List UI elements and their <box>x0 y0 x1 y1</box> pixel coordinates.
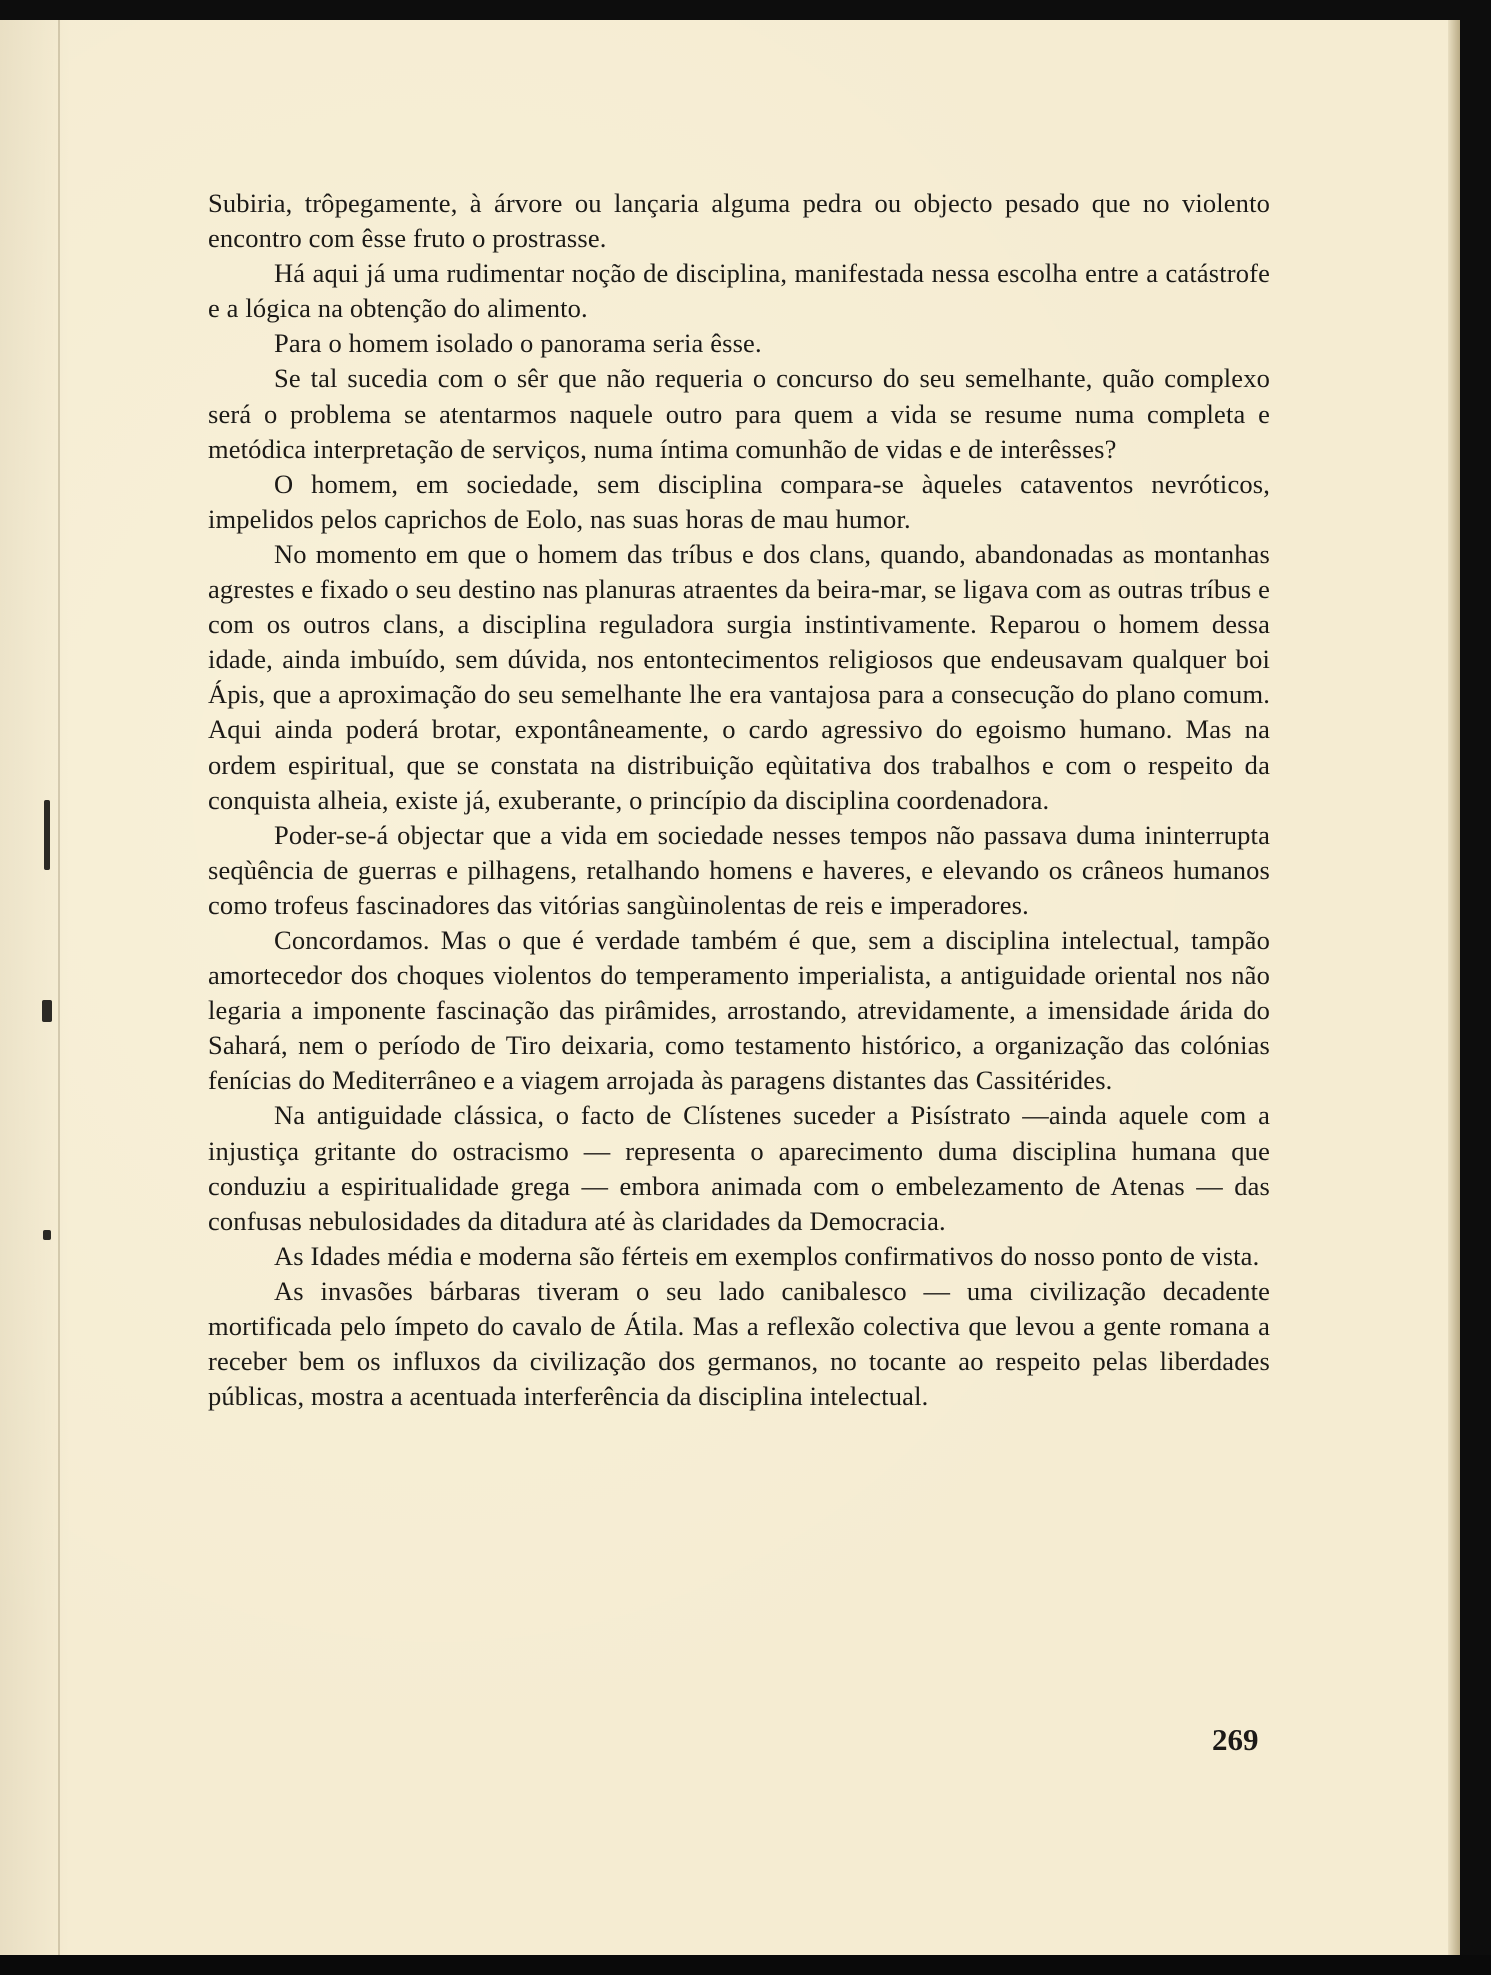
body-text <box>208 186 1270 1414</box>
page-edge <box>1448 20 1460 1960</box>
paragraph: Subiria, trôpegamente, à árvore ou lançaria alguma pedra ou objecto pesado que no violento encontro com êsse fruto o prostrasse. <box>208 188 1270 254</box>
paragraph: No momento em que o homem das tríbus e dos clans, quando, abandonadas as montanhas agrestes e fixado o seu destino nas planuras atraentes da beira-mar, se ligava com as outras tríbus e com os outros clans, a disciplina reguladora surgia instintivamente. Reparou o homem dessa idade, ainda imbuído, sem dúvida, nos entontecimentos religiosos que endeusavam qualquer boi Ápis, que a aproximação do seu semelhante lhe era vantajosa para a consecução do plano comum. Aqui ainda poderá brotar, expontâneamente, o cardo agressivo do egoismo humano. Mas na ordem espiritual, que se constata na distribuição eqùitativa dos trabalhos e com o respeito da conquista alheia, existe já, exuberante, o princípio da disciplina coordenadora. <box>208 538 1270 815</box>
scan-background <box>0 1955 1491 1975</box>
paragraph: Há aqui já uma rudimentar noção de disciplina, manifestada nessa escolha entre a catástrofe e a lógica na obtenção do alimento. <box>208 258 1270 324</box>
binding-gutter <box>58 20 60 1960</box>
binding-stitch-mark <box>42 1000 52 1022</box>
page-number: 269 <box>1212 1722 1259 1757</box>
paragraph: Se tal sucedia com o sêr que não requeria o concurso do seu semelhante, quão complexo será o problema se atentarmos naquele outro para quem a vida se resume numa completa e metódica interpretação de serviços, numa íntima comunhão de vidas e de interêsses? <box>208 363 1270 464</box>
paragraph: As invasões bárbaras tiveram o seu lado canibalesco — uma civilização decadente mortificada pelo ímpeto do cavalo de Átila. Mas a reflexão colectiva que levou a gente romana a receber bem os influxos da civilização dos germanos, no tocante ao respeito pelas liberdades públicas, mostra a acentuada interferência da disciplina intelectual. <box>208 1275 1270 1412</box>
binding-stitch-mark <box>44 800 50 870</box>
paragraph: As Idades média e moderna são férteis em exemplos confirmativos do nosso ponto de vista. <box>274 1240 1260 1271</box>
paragraph: Na antiguidade clássica, o facto de Clístenes suceder a Pisístrato —ainda aquele com a injustiça gritante do ostracismo — representa o aparecimento duma disciplina humana que conduziu a espiritualidade grega — embora animada com o embelezamento de Atenas — das confusas nebulosidades da ditadura até às claridades da Democracia. <box>208 1100 1270 1236</box>
paragraph: O homem, em sociedade, sem disciplina compara-se àqueles cataventos nevróticos, impelidos pelos caprichos de Eolo, nas suas horas de mau humor. <box>208 468 1270 534</box>
binding-stitch-mark <box>43 1230 51 1240</box>
paragraph: Poder-se-á objectar que a vida em sociedade nesses tempos não passava duma ininterrupta seqùência de guerras e pilhagens, retalhando homens e haveres, e elevando os crâneos humanos como trofeus fascinadores das vitórias sangùinolentas de reis e imperadores. <box>208 819 1270 920</box>
paragraph: Para o homem isolado o panorama seria êsse. <box>274 328 762 359</box>
paragraph: Concordamos. Mas o que é verdade também é que, sem a disciplina intelectual, tampão amortecedor dos choques violentos do temperamento imperialista, a antiguidade oriental nos não legaria a imponente fascinação das pirâmides, arrostando, atrevidamente, a imensidade árida do Sahará, nem o período de Tiro deixaria, como testamento histórico, a organização das colónias fenícias do Mediterrâneo e a viagem arrojada às paragens distantes das Cassitérides. <box>208 924 1270 1096</box>
